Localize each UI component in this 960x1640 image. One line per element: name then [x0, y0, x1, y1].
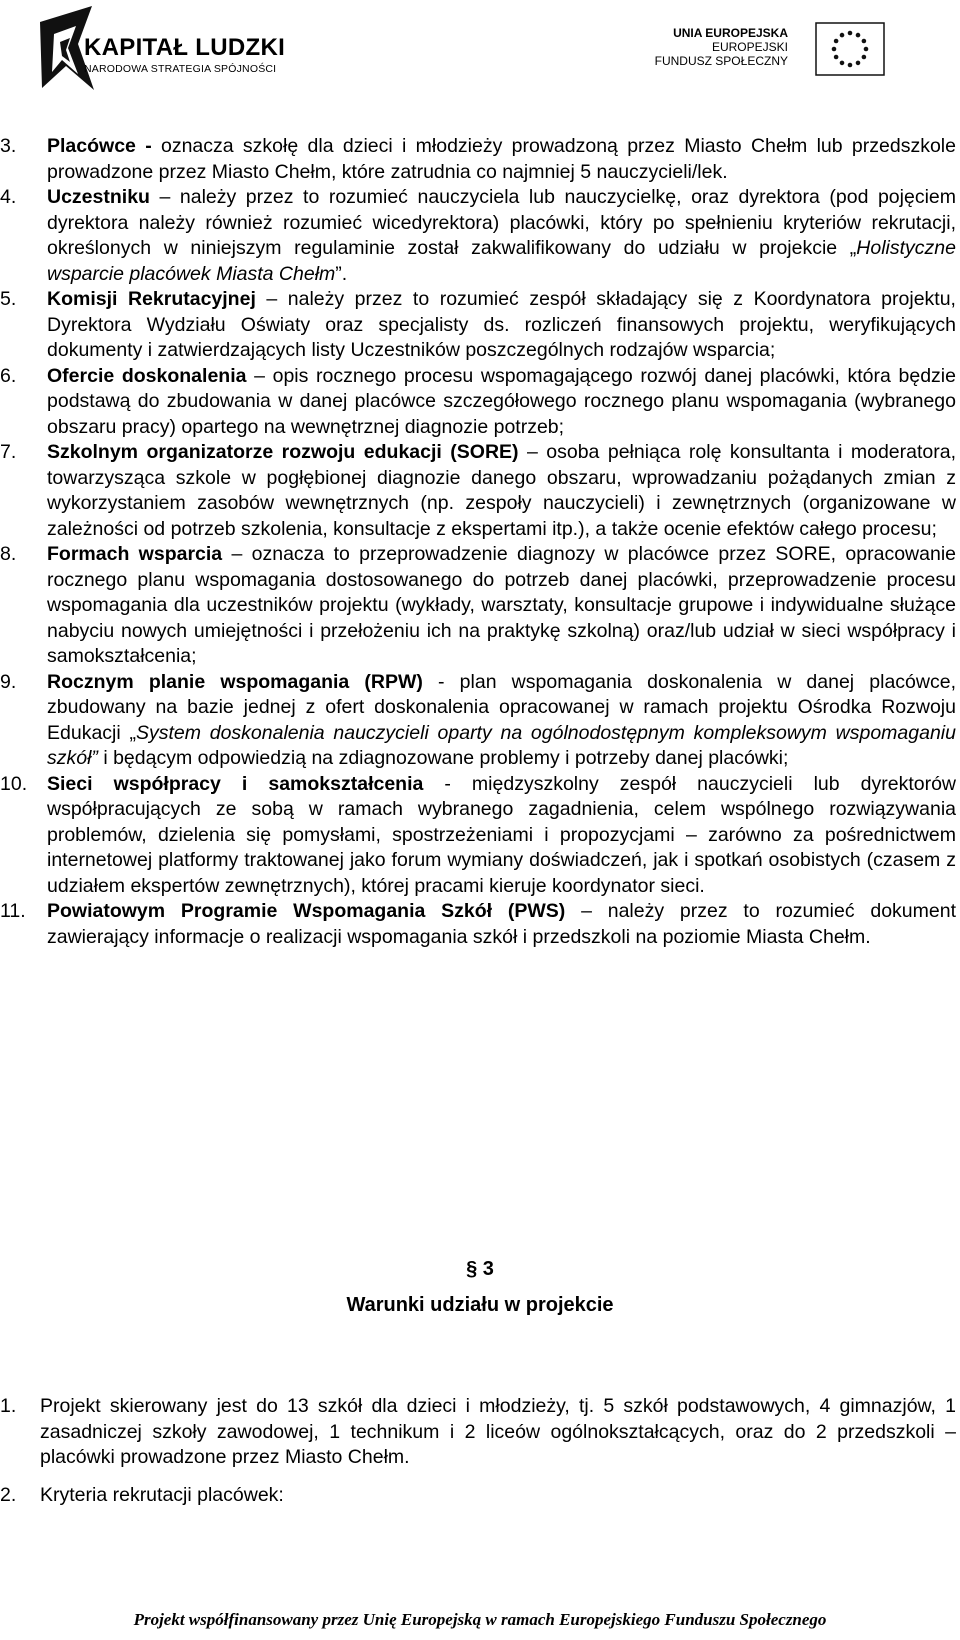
definition-item [0, 364, 960, 441]
definition-text-end: i będącym odpowiedzią na zdiagnozowane problemy i potrzeby danej placówki; [97, 747, 789, 769]
definitions-list [0, 134, 960, 950]
definition-item [0, 185, 960, 287]
definition-text: – osoba pełniąca rolę konsultanta i moderatora, towarzysząca szkole w pogłębionej diagnozie danego obszaru, wprowadzaniu pożądanych zmian z wykorzystaniem zasobów wewnętrznych (np. zespoły nauczycieli) i zewnętrznych (organizowane w zależności od potrzeb szkolenia, konsultacje z ekspertami itp.), a także ocenie efektów całego procesu; [47, 441, 956, 540]
eu-star [840, 33, 845, 38]
definition-term: Szkolnym organizatorze rozwoju edukacji (SORE) [47, 441, 519, 463]
definition-term: Placówce - [47, 135, 152, 157]
condition-item [0, 1394, 960, 1471]
eu-star [864, 47, 869, 52]
definition-text: – oznacza to przeprowadzenie diagnozy w placówce przez SORE, opracowanie rocznego planu wspomagania dostosowanego do potrzeb danej placówki, przeprowadzenie procesu wspomagania dla uczestników projektu (wykłady, warsztaty, konsultacje grupowe i indywidualne służące nabyciu nowych umiejętności i przełożeniu ich na praktykę szkolną) oraz/lub udział w sieci współpracy i samokształcenia; [47, 543, 956, 667]
eu-line-3: FUNDUSZ SPOŁECZNY [654, 54, 788, 68]
eu-star [856, 61, 861, 66]
eu-star [848, 31, 853, 36]
eu-flag-icon [815, 22, 885, 76]
definition-term: Powiatowym Programie Wspomagania Szkół (PWS) [47, 900, 566, 922]
definition-number: 11. [0, 900, 26, 922]
definition-number: 8. [0, 543, 17, 565]
definition-italic-title: Holistyczne wsparcie placówek Miasta Chełm [47, 237, 956, 285]
definition-text: - międzyszkolny zespół nauczycieli lub dyrektorów współpracujących ze sobą w ramach wybranego zagadnienia, celem wspólnego rozwiązywania problemów, dzielenia się pomysłami, spostrzeżeniami i propozycjami – zarówno za pośrednictwem internetowej platformy traktowanej jako forum wymiany doświadczeń, jak i spotkań osobistych (czasem z udziałem ekspertów zewnętrznych), której pracami kieruje koordynator sieci. [47, 772, 956, 897]
definition-term: Rocznym planie wspomagania (RPW) [47, 670, 423, 693]
definition-text: - plan wspomagania doskonalenia w danej placówce, zbudowany na bazie jednej z ofert doskonalenia opracowanej w ramach projektu Ośrodka Rozwoju Edukacji „ [47, 670, 956, 744]
definition-text-end: ”. [335, 262, 348, 285]
eu-line-1: UNIA EUROPEJSKA [673, 26, 788, 40]
definition-number: 5. [0, 288, 17, 310]
definition-number: 7. [0, 441, 17, 463]
definition-term: Komisji Rekrutacyjnej [47, 288, 256, 310]
definition-body [47, 440, 956, 542]
eu-line-2: EUROPEJSKI [711, 40, 788, 54]
definition-text: – należy przez to rozumieć zespół składający się z Koordynatora projektu, Dyrektora Wydziału Oświaty oraz specjalisty ds. rozliczeń finansowych projektu, weryfikujących dokumenty i zatwierdzających listy Uczestników poszczególnych rodzajów wsparcia; [47, 288, 956, 361]
condition-item [0, 1483, 960, 1509]
eu-logo [656, 22, 886, 78]
definition-text: – należy przez to rozumieć nauczyciela lub nauczycielkę, oraz dyrektora (pod pojęciem dyrektora należy również rozumieć wicedyrektora) placówki, który po spełnieniu kryteriów rekrutacji, określonych w niniejszym regulaminie został zakwalifikowany do udziału w projekcie „ [47, 186, 956, 259]
definition-body [47, 287, 956, 364]
definition-body [47, 185, 956, 287]
definition-term: Uczestniku [47, 186, 150, 208]
condition-number: 1. [0, 1395, 17, 1417]
condition-number: 2. [0, 1483, 17, 1506]
page-footer: Projekt współfinansowany przez Unię Europejską w ramach Europejskiego Funduszu Społecznego [133, 1610, 827, 1629]
definition-text: – opis rocznego procesu wspomagającego rozwój danej placówki, która będzie podstawą do zbudowania w danej placówce szczegółowego rocznego planu wspomagania (wybranego obszaru pracy) opartego na wewnętrznej diagnozie potrzeb; [47, 364, 956, 438]
eu-star [862, 39, 867, 44]
definition-number: 6. [0, 364, 17, 387]
eu-star [834, 55, 839, 60]
definition-body [47, 134, 956, 185]
definition-body [47, 670, 956, 772]
definition-term: Ofercie doskonalenia [47, 364, 247, 387]
definition-text: – należy przez to rozumieć dokument zawierający informacje o realizacji wspomagania szkół i przedszkoli na poziomie Miasta Chełm. [47, 900, 956, 948]
definition-number: 3. [0, 135, 17, 157]
eu-star [848, 63, 853, 68]
definition-italic-title: System doskonalenia nauczycieli oparty na ogólnodostępnym kompleksowym wspomaganiu szkół” [47, 721, 956, 769]
definition-term: Formach wsparcia [47, 543, 223, 565]
page-header [0, 0, 960, 110]
eu-star [834, 39, 839, 44]
eu-star [832, 47, 837, 52]
definition-item [0, 670, 960, 772]
eu-star [856, 33, 861, 38]
eu-star [862, 55, 867, 60]
condition-text: Kryteria rekrutacji placówek: [40, 1483, 284, 1506]
definition-item [0, 542, 960, 670]
definition-item [0, 287, 960, 364]
definition-item [0, 772, 960, 900]
definition-body [47, 772, 956, 900]
definition-number: 10. [0, 772, 28, 795]
kapital-ludzki-logo [38, 4, 338, 94]
condition-text: Projekt skierowany jest do 13 szkół dla dzieci i młodzieży, tj. 5 szkół podstawowych, 4 gimnazjów, 1 zasadniczej szkoły zawodowej, 1 technikum i 2 liceów ogólnokształcących, oraz do 2 przedszkoli – placówki prowadzone przez Miasto Chełm. [40, 1395, 956, 1468]
definition-body [47, 899, 956, 950]
section-title: Warunki udziału w projekcie [346, 1294, 614, 1316]
definition-body [47, 364, 956, 441]
section-number: § 3 [466, 1258, 494, 1280]
kapital-ludzki-subtitle: NARODOWA STRATEGIA SPÓJNOŚCI [84, 63, 277, 75]
eu-logo-text [655, 26, 788, 68]
definition-body [47, 542, 956, 670]
definition-item [0, 440, 960, 542]
kapital-ludzki-title: KAPITAŁ LUDZKI [84, 34, 286, 61]
definition-item [0, 899, 960, 950]
definition-number: 4. [0, 186, 17, 208]
conditions-list [0, 1394, 960, 1508]
definition-item [0, 134, 960, 185]
definition-term: Sieci współpracy i samokształcenia [47, 772, 424, 795]
definition-number: 9. [0, 670, 17, 693]
eu-star [840, 61, 845, 66]
definition-text: oznacza szkołę dla dzieci i młodzieży prowadzoną przez Miasto Chełm lub przedszkole prowadzone przez Miasto Chełm, które zatrudnia co najmniej 5 nauczycieli/lek. [47, 135, 956, 183]
